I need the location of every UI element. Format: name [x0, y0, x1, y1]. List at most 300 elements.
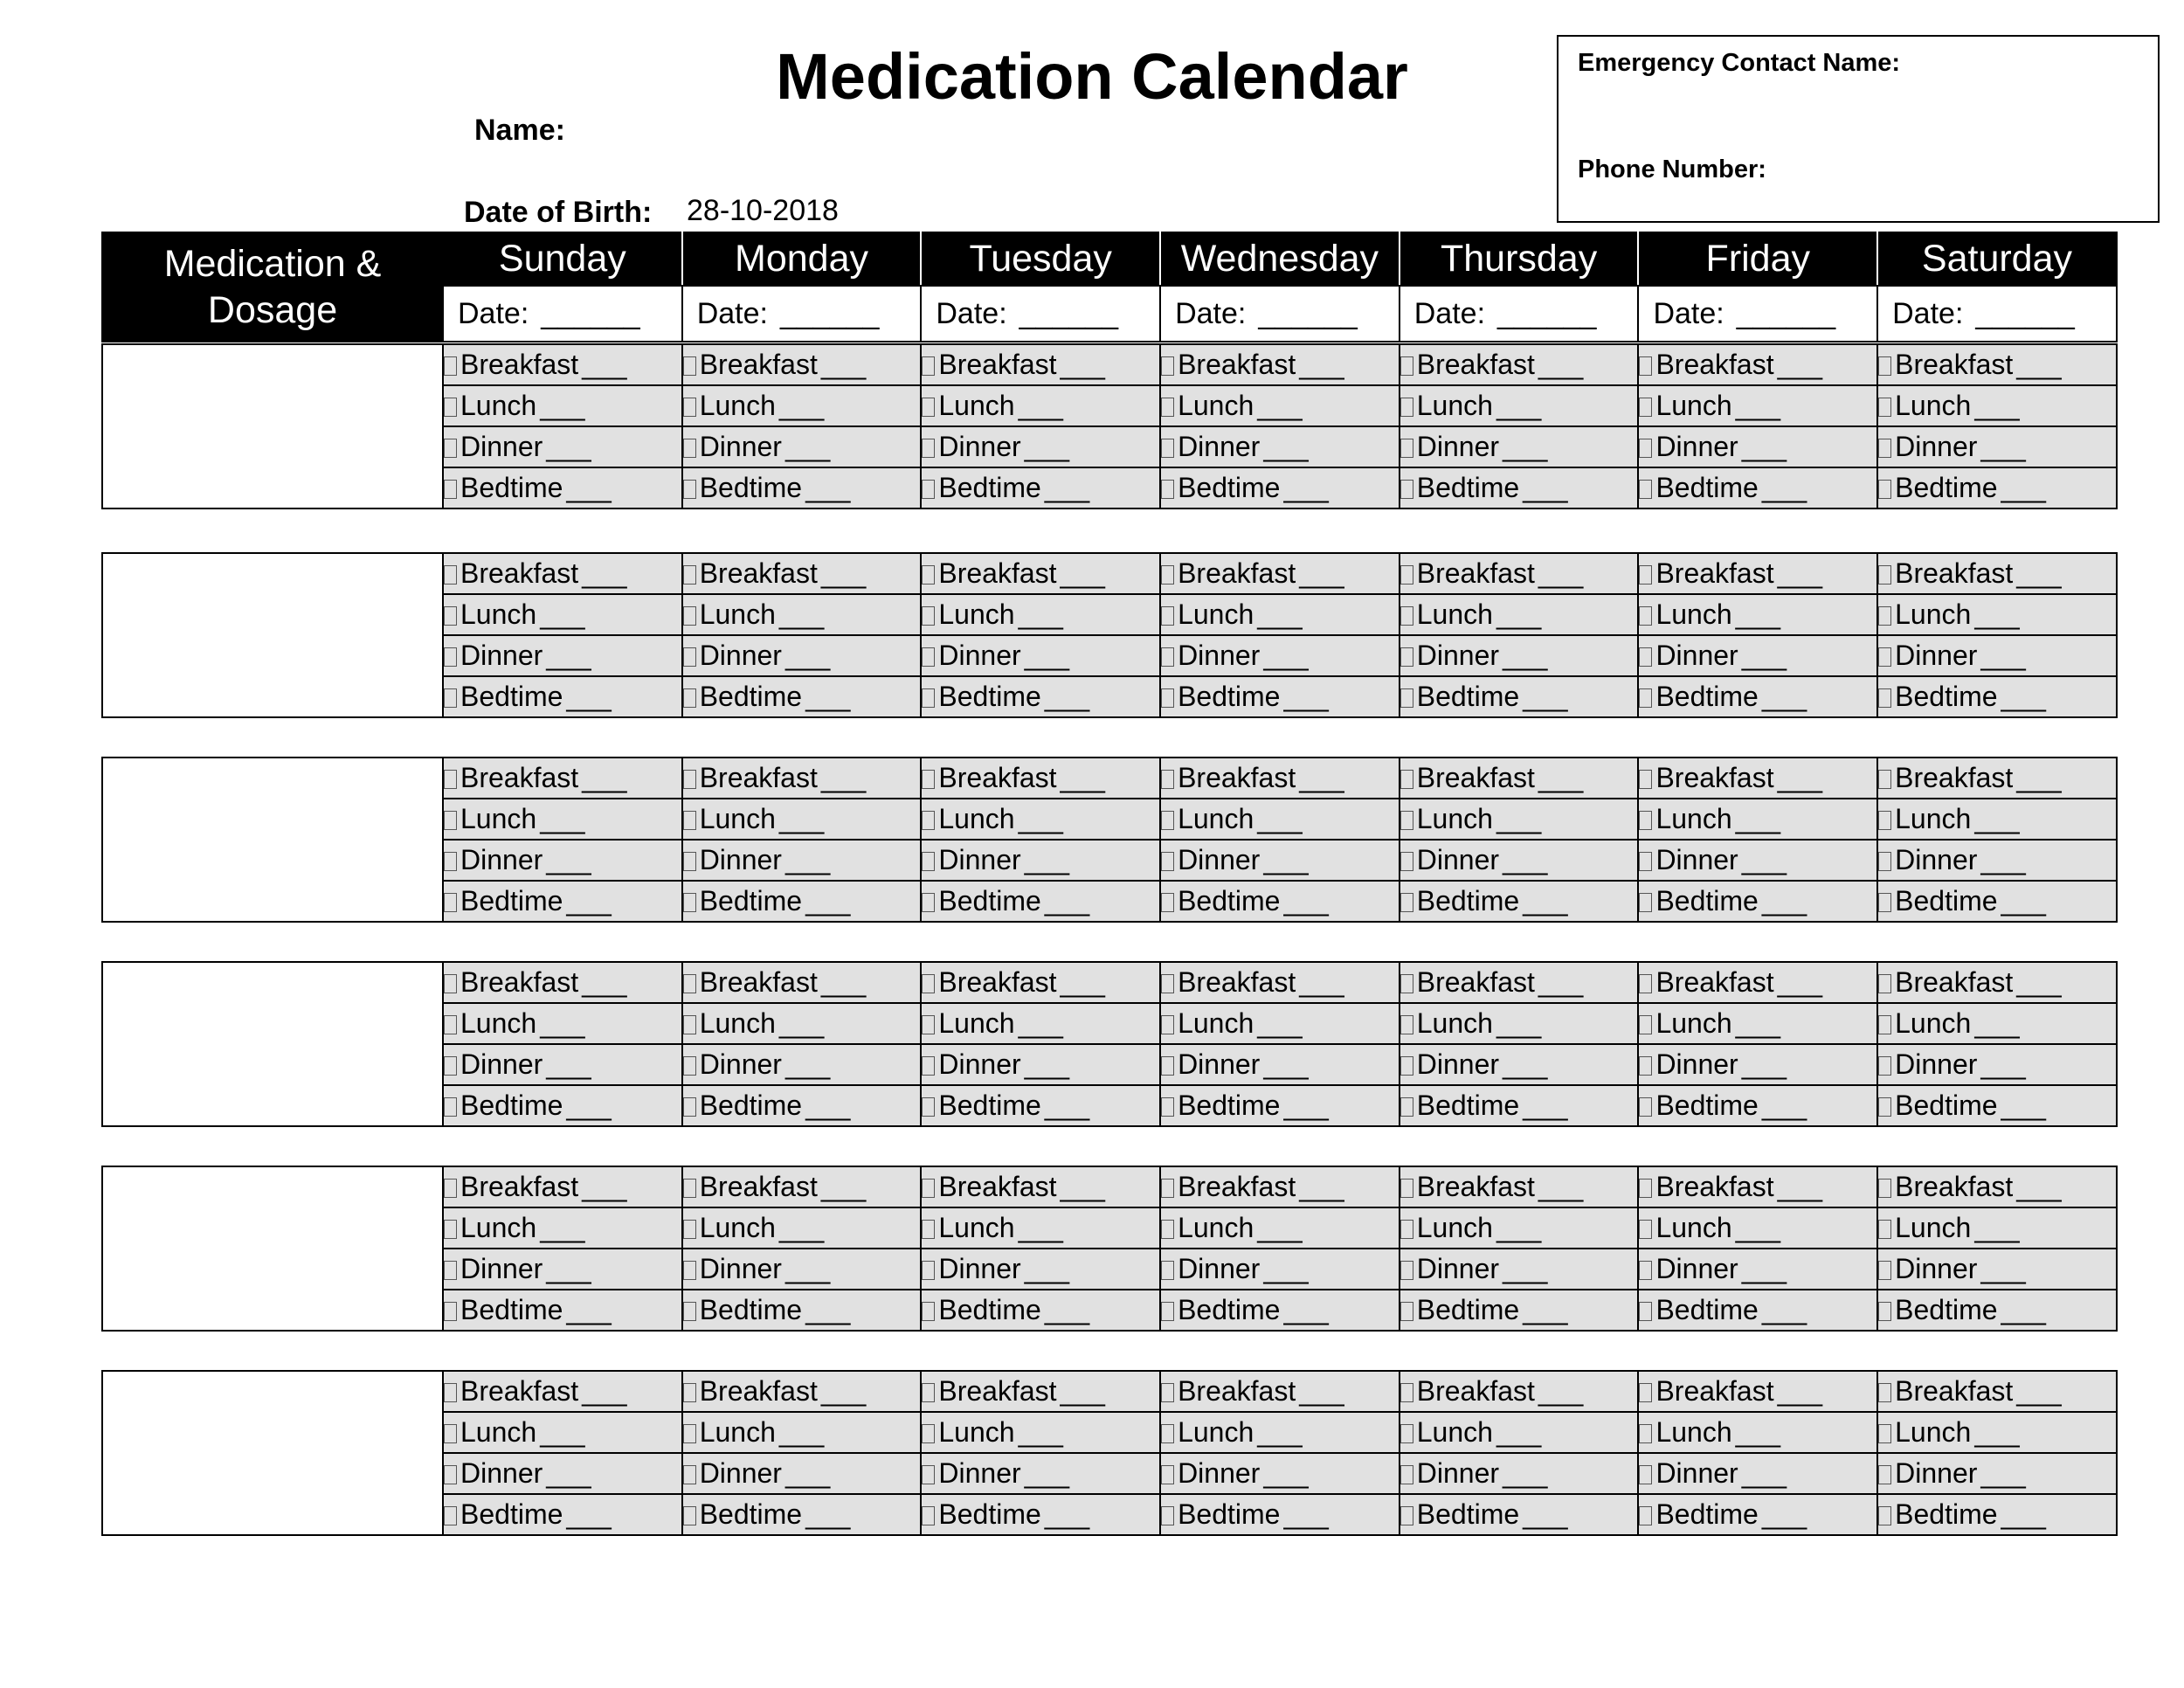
slot-blank[interactable]: ___	[2001, 1090, 2045, 1121]
checkbox[interactable]	[1639, 1506, 1652, 1525]
checkbox[interactable]	[922, 893, 935, 912]
slot-blank[interactable]: ___	[820, 557, 866, 589]
slot-blank[interactable]: ___	[1974, 1416, 2019, 1448]
checkbox[interactable]	[1400, 1015, 1413, 1034]
checkbox[interactable]	[922, 480, 935, 499]
checkbox[interactable]	[1639, 1220, 1652, 1239]
checkbox[interactable]	[922, 647, 935, 667]
checkbox[interactable]	[922, 1465, 935, 1484]
checkbox[interactable]	[1161, 688, 1174, 708]
slot-blank[interactable]: ___	[1263, 844, 1308, 875]
date-field-monday[interactable]	[682, 286, 922, 342]
checkbox[interactable]	[1400, 1220, 1413, 1239]
checkbox[interactable]	[922, 974, 935, 993]
slot-blank[interactable]: ___	[1496, 1212, 1541, 1243]
checkbox[interactable]	[444, 565, 457, 585]
checkbox[interactable]	[922, 565, 935, 585]
slot-blank[interactable]: ___	[1735, 1212, 1780, 1243]
checkbox[interactable]	[1878, 770, 1891, 789]
slot-blank[interactable]: ___	[2001, 472, 2045, 503]
medication-dosage-cell[interactable]	[102, 962, 443, 1126]
slot-blank[interactable]: ___	[1777, 966, 1821, 998]
slot-blank[interactable]: ___	[805, 1498, 850, 1530]
medication-dosage-cell[interactable]	[102, 758, 443, 922]
slot-blank[interactable]: ___	[1777, 1171, 1821, 1202]
checkbox[interactable]	[683, 356, 696, 376]
checkbox[interactable]	[1878, 1179, 1891, 1198]
slot-blank[interactable]: ___	[1741, 431, 1787, 462]
slot-blank[interactable]: ___	[784, 640, 830, 671]
checkbox[interactable]	[444, 1261, 457, 1280]
slot-blank[interactable]: ___	[1299, 762, 1344, 793]
slot-blank[interactable]: ___	[2001, 1498, 2045, 1530]
checkbox[interactable]	[444, 356, 457, 376]
date-blank[interactable]: ______	[1019, 296, 1119, 330]
checkbox[interactable]	[1639, 1261, 1652, 1280]
slot-blank[interactable]: ___	[1044, 1090, 1089, 1121]
slot-blank[interactable]: ___	[1283, 1090, 1328, 1121]
slot-blank[interactable]: ___	[1496, 598, 1541, 630]
slot-blank[interactable]: ___	[1777, 557, 1821, 589]
checkbox[interactable]	[1878, 606, 1891, 626]
slot-blank[interactable]: ___	[1496, 803, 1541, 834]
slot-blank[interactable]: ___	[1523, 681, 1567, 712]
checkbox[interactable]	[922, 398, 935, 417]
checkbox[interactable]	[1639, 606, 1652, 626]
date-blank[interactable]: ______	[1736, 296, 1836, 330]
slot-blank[interactable]: ___	[2016, 557, 2061, 589]
checkbox[interactable]	[1878, 356, 1891, 376]
checkbox[interactable]	[1878, 811, 1891, 830]
checkbox[interactable]	[1639, 770, 1652, 789]
checkbox[interactable]	[1161, 852, 1174, 871]
slot-blank[interactable]: ___	[582, 349, 626, 380]
checkbox[interactable]	[444, 480, 457, 499]
slot-blank[interactable]: ___	[1060, 966, 1104, 998]
checkbox[interactable]	[1878, 688, 1891, 708]
slot-blank[interactable]: ___	[1761, 1294, 1807, 1325]
date-field-friday[interactable]	[1638, 286, 1877, 342]
checkbox[interactable]	[1400, 1179, 1413, 1198]
date-field-wednesday[interactable]	[1160, 286, 1400, 342]
checkbox[interactable]	[1639, 356, 1652, 376]
slot-blank[interactable]: ___	[546, 431, 591, 462]
slot-blank[interactable]: ___	[1018, 803, 1062, 834]
slot-blank[interactable]: ___	[540, 598, 584, 630]
date-blank[interactable]: ______	[1258, 296, 1358, 330]
slot-blank[interactable]: ___	[1735, 390, 1780, 421]
checkbox[interactable]	[444, 1015, 457, 1034]
checkbox[interactable]	[1639, 398, 1652, 417]
slot-blank[interactable]: ___	[1024, 640, 1069, 671]
slot-blank[interactable]: ___	[2016, 1171, 2061, 1202]
slot-blank[interactable]: ___	[2016, 1375, 2061, 1407]
checkbox[interactable]	[444, 606, 457, 626]
checkbox[interactable]	[1639, 1097, 1652, 1117]
slot-blank[interactable]: ___	[820, 1171, 866, 1202]
slot-blank[interactable]: ___	[1263, 1048, 1308, 1080]
checkbox[interactable]	[922, 1506, 935, 1525]
slot-blank[interactable]: ___	[1503, 844, 1547, 875]
checkbox[interactable]	[444, 852, 457, 871]
checkbox[interactable]	[1639, 1179, 1652, 1198]
slot-blank[interactable]: ___	[1974, 390, 2019, 421]
slot-blank[interactable]: ___	[1538, 762, 1583, 793]
slot-blank[interactable]: ___	[1044, 885, 1089, 917]
checkbox[interactable]	[1878, 1302, 1891, 1321]
slot-blank[interactable]: ___	[1018, 1212, 1062, 1243]
slot-blank[interactable]: ___	[1283, 885, 1328, 917]
checkbox[interactable]	[1400, 893, 1413, 912]
slot-blank[interactable]: ___	[805, 472, 850, 503]
slot-blank[interactable]: ___	[1735, 803, 1780, 834]
slot-blank[interactable]: ___	[2001, 681, 2045, 712]
slot-blank[interactable]: ___	[1496, 1007, 1541, 1039]
checkbox[interactable]	[1639, 974, 1652, 993]
checkbox[interactable]	[1161, 1179, 1174, 1198]
checkbox[interactable]	[683, 1424, 696, 1443]
slot-blank[interactable]: ___	[1018, 1007, 1062, 1039]
slot-blank[interactable]: ___	[1741, 1457, 1787, 1489]
checkbox[interactable]	[922, 1302, 935, 1321]
checkbox[interactable]	[1878, 974, 1891, 993]
checkbox[interactable]	[922, 1179, 935, 1198]
checkbox[interactable]	[922, 1220, 935, 1239]
checkbox[interactable]	[1400, 606, 1413, 626]
checkbox[interactable]	[1161, 893, 1174, 912]
checkbox[interactable]	[683, 852, 696, 871]
slot-blank[interactable]: ___	[1735, 1007, 1780, 1039]
slot-blank[interactable]: ___	[546, 844, 591, 875]
slot-blank[interactable]: ___	[566, 1090, 611, 1121]
checkbox[interactable]	[683, 1220, 696, 1239]
checkbox[interactable]	[922, 852, 935, 871]
checkbox[interactable]	[1161, 1383, 1174, 1402]
slot-blank[interactable]: ___	[1257, 390, 1302, 421]
checkbox[interactable]	[683, 565, 696, 585]
checkbox[interactable]	[922, 1261, 935, 1280]
checkbox[interactable]	[1400, 1261, 1413, 1280]
slot-blank[interactable]: ___	[566, 681, 611, 712]
slot-blank[interactable]: ___	[778, 390, 824, 421]
slot-blank[interactable]: ___	[1538, 1171, 1583, 1202]
checkbox[interactable]	[444, 1302, 457, 1321]
slot-blank[interactable]: ___	[1018, 1416, 1062, 1448]
slot-blank[interactable]: ___	[1777, 1375, 1821, 1407]
slot-blank[interactable]: ___	[784, 431, 830, 462]
checkbox[interactable]	[444, 1465, 457, 1484]
slot-blank[interactable]: ___	[546, 640, 591, 671]
checkbox[interactable]	[1878, 1506, 1891, 1525]
slot-blank[interactable]: ___	[820, 349, 866, 380]
slot-blank[interactable]: ___	[820, 762, 866, 793]
checkbox[interactable]	[683, 1056, 696, 1076]
slot-blank[interactable]: ___	[1060, 1171, 1104, 1202]
slot-blank[interactable]: ___	[1777, 349, 1821, 380]
slot-blank[interactable]: ___	[784, 1048, 830, 1080]
slot-blank[interactable]: ___	[2016, 762, 2061, 793]
slot-blank[interactable]: ___	[1980, 1048, 2025, 1080]
checkbox[interactable]	[1161, 606, 1174, 626]
checkbox[interactable]	[683, 1015, 696, 1034]
checkbox[interactable]	[1400, 398, 1413, 417]
checkbox[interactable]	[1878, 1097, 1891, 1117]
slot-blank[interactable]: ___	[1299, 966, 1344, 998]
checkbox[interactable]	[683, 1506, 696, 1525]
slot-blank[interactable]: ___	[2001, 1294, 2045, 1325]
checkbox[interactable]	[1161, 1220, 1174, 1239]
slot-blank[interactable]: ___	[1503, 1253, 1547, 1284]
slot-blank[interactable]: ___	[2001, 885, 2045, 917]
checkbox[interactable]	[444, 893, 457, 912]
slot-blank[interactable]: ___	[582, 1375, 626, 1407]
checkbox[interactable]	[683, 811, 696, 830]
slot-blank[interactable]: ___	[1044, 472, 1089, 503]
slot-blank[interactable]: ___	[540, 1007, 584, 1039]
checkbox[interactable]	[683, 398, 696, 417]
checkbox[interactable]	[1878, 565, 1891, 585]
slot-blank[interactable]: ___	[1523, 1498, 1567, 1530]
date-field-saturday[interactable]	[1877, 286, 2117, 342]
checkbox[interactable]	[1878, 1056, 1891, 1076]
slot-blank[interactable]: ___	[582, 966, 626, 998]
slot-blank[interactable]: ___	[1974, 1007, 2019, 1039]
checkbox[interactable]	[683, 1261, 696, 1280]
checkbox[interactable]	[1639, 811, 1652, 830]
checkbox[interactable]	[1161, 647, 1174, 667]
checkbox[interactable]	[1161, 1015, 1174, 1034]
checkbox[interactable]	[1400, 1424, 1413, 1443]
slot-blank[interactable]: ___	[1263, 640, 1308, 671]
checkbox[interactable]	[444, 1056, 457, 1076]
checkbox[interactable]	[683, 606, 696, 626]
date-blank[interactable]: ______	[541, 296, 640, 330]
slot-blank[interactable]: ___	[1538, 1375, 1583, 1407]
checkbox[interactable]	[1639, 1302, 1652, 1321]
slot-blank[interactable]: ___	[1257, 803, 1302, 834]
checkbox[interactable]	[1878, 1424, 1891, 1443]
checkbox[interactable]	[683, 1179, 696, 1198]
slot-blank[interactable]: ___	[546, 1048, 591, 1080]
slot-blank[interactable]: ___	[1060, 557, 1104, 589]
slot-blank[interactable]: ___	[1257, 598, 1302, 630]
checkbox[interactable]	[1400, 1506, 1413, 1525]
slot-blank[interactable]: ___	[1503, 431, 1547, 462]
slot-blank[interactable]: ___	[566, 1294, 611, 1325]
checkbox[interactable]	[1878, 1261, 1891, 1280]
slot-blank[interactable]: ___	[1741, 1048, 1787, 1080]
checkbox[interactable]	[1639, 688, 1652, 708]
slot-blank[interactable]: ___	[778, 803, 824, 834]
slot-blank[interactable]: ___	[1980, 431, 2025, 462]
slot-blank[interactable]: ___	[546, 1253, 591, 1284]
checkbox[interactable]	[1400, 439, 1413, 458]
checkbox[interactable]	[683, 1383, 696, 1402]
checkbox[interactable]	[1639, 647, 1652, 667]
checkbox[interactable]	[1400, 1302, 1413, 1321]
slot-blank[interactable]: ___	[1741, 640, 1787, 671]
slot-blank[interactable]: ___	[1741, 844, 1787, 875]
slot-blank[interactable]: ___	[1263, 1457, 1308, 1489]
checkbox[interactable]	[1878, 647, 1891, 667]
slot-blank[interactable]: ___	[1974, 1212, 2019, 1243]
checkbox[interactable]	[1400, 1056, 1413, 1076]
slot-blank[interactable]: ___	[1299, 1171, 1344, 1202]
checkbox[interactable]	[1161, 1465, 1174, 1484]
checkbox[interactable]	[922, 1097, 935, 1117]
slot-blank[interactable]: ___	[2016, 349, 2061, 380]
slot-blank[interactable]: ___	[1263, 431, 1308, 462]
checkbox[interactable]	[1161, 1424, 1174, 1443]
checkbox[interactable]	[1878, 852, 1891, 871]
slot-blank[interactable]: ___	[1974, 598, 2019, 630]
slot-blank[interactable]: ___	[1024, 1253, 1069, 1284]
slot-blank[interactable]: ___	[566, 885, 611, 917]
date-blank[interactable]: ______	[779, 296, 880, 330]
checkbox[interactable]	[1161, 1056, 1174, 1076]
checkbox[interactable]	[1400, 852, 1413, 871]
checkbox[interactable]	[1161, 811, 1174, 830]
slot-blank[interactable]: ___	[1503, 640, 1547, 671]
checkbox[interactable]	[1161, 439, 1174, 458]
checkbox[interactable]	[1161, 974, 1174, 993]
slot-blank[interactable]: ___	[1283, 681, 1328, 712]
date-field-tuesday[interactable]	[921, 286, 1160, 342]
checkbox[interactable]	[922, 1056, 935, 1076]
checkbox[interactable]	[683, 893, 696, 912]
slot-blank[interactable]: ___	[1761, 681, 1807, 712]
checkbox[interactable]	[1639, 565, 1652, 585]
checkbox[interactable]	[683, 688, 696, 708]
slot-blank[interactable]: ___	[1060, 349, 1104, 380]
slot-blank[interactable]: ___	[805, 885, 850, 917]
checkbox[interactable]	[444, 811, 457, 830]
checkbox[interactable]	[444, 1097, 457, 1117]
checkbox[interactable]	[1878, 1220, 1891, 1239]
slot-blank[interactable]: ___	[546, 1457, 591, 1489]
checkbox[interactable]	[1639, 1015, 1652, 1034]
slot-blank[interactable]: ___	[1024, 1457, 1069, 1489]
date-blank[interactable]: ______	[1497, 296, 1597, 330]
checkbox[interactable]	[444, 398, 457, 417]
slot-blank[interactable]: ___	[1283, 472, 1328, 503]
checkbox[interactable]	[1400, 1097, 1413, 1117]
slot-blank[interactable]: ___	[1980, 1253, 2025, 1284]
checkbox[interactable]	[1400, 688, 1413, 708]
checkbox[interactable]	[1878, 1465, 1891, 1484]
slot-blank[interactable]: ___	[1299, 557, 1344, 589]
slot-blank[interactable]: ___	[1299, 349, 1344, 380]
slot-blank[interactable]: ___	[1299, 1375, 1344, 1407]
checkbox[interactable]	[1400, 974, 1413, 993]
slot-blank[interactable]: ___	[1523, 1090, 1567, 1121]
checkbox[interactable]	[1639, 1056, 1652, 1076]
checkbox[interactable]	[1639, 480, 1652, 499]
slot-blank[interactable]: ___	[1980, 844, 2025, 875]
slot-blank[interactable]: ___	[2016, 966, 2061, 998]
checkbox[interactable]	[1400, 480, 1413, 499]
checkbox[interactable]	[683, 647, 696, 667]
checkbox[interactable]	[683, 480, 696, 499]
slot-blank[interactable]: ___	[1257, 1416, 1302, 1448]
slot-blank[interactable]: ___	[1974, 803, 2019, 834]
checkbox[interactable]	[1161, 356, 1174, 376]
slot-blank[interactable]: ___	[805, 1294, 850, 1325]
slot-blank[interactable]: ___	[1761, 1090, 1807, 1121]
slot-blank[interactable]: ___	[540, 803, 584, 834]
checkbox[interactable]	[922, 688, 935, 708]
checkbox[interactable]	[444, 647, 457, 667]
checkbox[interactable]	[683, 1302, 696, 1321]
slot-blank[interactable]: ___	[1496, 1416, 1541, 1448]
slot-blank[interactable]: ___	[1538, 349, 1583, 380]
checkbox[interactable]	[1400, 356, 1413, 376]
medication-dosage-cell[interactable]	[102, 1166, 443, 1331]
checkbox[interactable]	[922, 1383, 935, 1402]
slot-blank[interactable]: ___	[1735, 598, 1780, 630]
slot-blank[interactable]: ___	[784, 844, 830, 875]
checkbox[interactable]	[1878, 893, 1891, 912]
checkbox[interactable]	[1878, 1015, 1891, 1034]
slot-blank[interactable]: ___	[1761, 885, 1807, 917]
checkbox[interactable]	[444, 770, 457, 789]
checkbox[interactable]	[1161, 1302, 1174, 1321]
checkbox[interactable]	[1639, 1424, 1652, 1443]
checkbox[interactable]	[444, 974, 457, 993]
slot-blank[interactable]: ___	[1503, 1048, 1547, 1080]
slot-blank[interactable]: ___	[1980, 640, 2025, 671]
checkbox[interactable]	[1878, 1383, 1891, 1402]
checkbox[interactable]	[922, 1015, 935, 1034]
slot-blank[interactable]: ___	[820, 1375, 866, 1407]
checkbox[interactable]	[1878, 398, 1891, 417]
date-blank[interactable]: ______	[1975, 296, 2075, 330]
checkbox[interactable]	[444, 439, 457, 458]
slot-blank[interactable]: ___	[1980, 1457, 2025, 1489]
slot-blank[interactable]: ___	[1018, 390, 1062, 421]
slot-blank[interactable]: ___	[1060, 762, 1104, 793]
slot-blank[interactable]: ___	[1761, 472, 1807, 503]
slot-blank[interactable]: ___	[1761, 1498, 1807, 1530]
slot-blank[interactable]: ___	[1538, 557, 1583, 589]
slot-blank[interactable]: ___	[1044, 1498, 1089, 1530]
checkbox[interactable]	[1161, 1506, 1174, 1525]
slot-blank[interactable]: ___	[1538, 966, 1583, 998]
slot-blank[interactable]: ___	[1024, 1048, 1069, 1080]
checkbox[interactable]	[1161, 1261, 1174, 1280]
checkbox[interactable]	[1400, 1383, 1413, 1402]
checkbox[interactable]	[922, 606, 935, 626]
checkbox[interactable]	[1161, 398, 1174, 417]
slot-blank[interactable]: ___	[778, 1416, 824, 1448]
checkbox[interactable]	[922, 811, 935, 830]
slot-blank[interactable]: ___	[805, 1090, 850, 1121]
slot-blank[interactable]: ___	[784, 1457, 830, 1489]
slot-blank[interactable]: ___	[778, 598, 824, 630]
checkbox[interactable]	[444, 1179, 457, 1198]
checkbox[interactable]	[444, 1383, 457, 1402]
slot-blank[interactable]: ___	[566, 1498, 611, 1530]
slot-blank[interactable]: ___	[1283, 1498, 1328, 1530]
date-field-thursday[interactable]	[1400, 286, 1639, 342]
slot-blank[interactable]: ___	[1060, 1375, 1104, 1407]
checkbox[interactable]	[922, 770, 935, 789]
slot-blank[interactable]: ___	[778, 1212, 824, 1243]
checkbox[interactable]	[444, 1506, 457, 1525]
slot-blank[interactable]: ___	[1257, 1007, 1302, 1039]
slot-blank[interactable]: ___	[820, 966, 866, 998]
slot-blank[interactable]: ___	[1496, 390, 1541, 421]
